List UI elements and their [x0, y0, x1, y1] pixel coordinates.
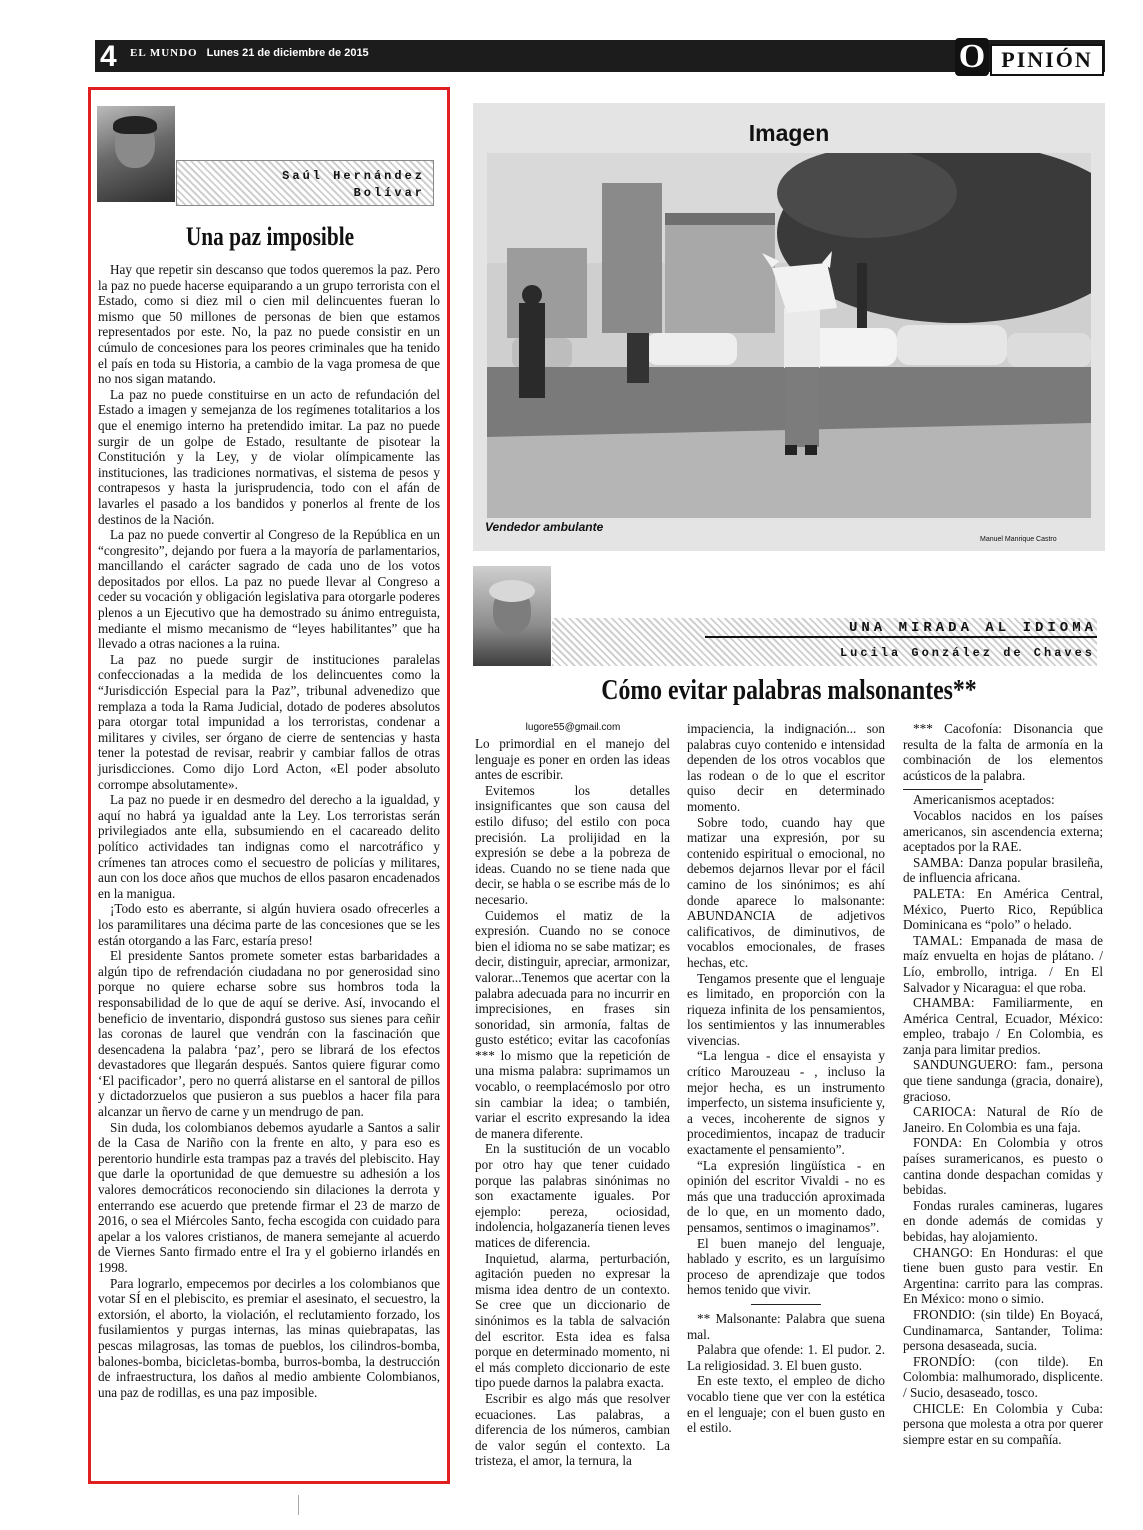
paragraph: “La expresión lingüística - en opinión del escritor Vivaldi - no es más que una traducción aproximada de lo que, en un momento dado, pensamos, sentimos o imaginamos”.	[687, 1157, 885, 1235]
section-initial: O	[955, 38, 989, 76]
glossary-entry: FONDA: En Colombia y otros países suramericanos, es puesto o cantina donde despachan comidas y bebidas.	[903, 1135, 1103, 1198]
article2-title: Cómo evitar palabras malsonantes**	[601, 674, 977, 706]
column-name: UNA MIRADA AL IDIOMA	[705, 620, 1097, 638]
paragraph: impaciencia, la indignación... son palabras cuyo contenido e intensidad dependen de los otros vocablos que las rodean o de lo que el escritor quiso decir en determinado momento.	[687, 721, 885, 814]
glossary-entry: TAMAL: Empanada de masa de maíz envuelta en hojas de plátano. / Lío, embrollo, intriga. / En El Salvador y Nicaragua: el que roba.	[903, 932, 1103, 995]
author-photo	[473, 566, 551, 666]
subheading: Americanismos aceptados:	[913, 792, 1055, 808]
footnote: ** Malsonante: Palabra que suena mal.	[687, 1310, 885, 1342]
header-info	[130, 47, 369, 59]
article1-body	[98, 262, 440, 1400]
article2-column-2	[687, 721, 885, 1436]
paragraph: Lo primordial en el manejo del lenguaje es poner en orden las ideas antes de escribir.	[475, 736, 670, 783]
glossary-entry: CHICLE: En Colombia y Cuba: persona que molesta a otra por querer siempre estar en su compañía.	[903, 1400, 1103, 1447]
article1-title: Una paz imposible	[185, 222, 355, 251]
paragraph: Hay que repetir sin descanso que todos queremos la paz. Pero la paz no puede hacerse equiparando a un grupo terrorista con el Estado, como si diez mil o cien mil delincuentes fueran lo mismo que 50 millones de personas de bien que estamos representados por este. No, la paz no puede consistir en un cúmulo de concesiones para los peores criminales que ha tenido el país en toda su Historia, a cambio de la vaga promesa de que no nos sigan matando.	[98, 262, 440, 387]
page-number: 4	[100, 40, 117, 73]
paragraph: Cuidemos el matiz de la expresión. Cuando no se conoce bien el idioma no se sabe matizar; es decir, distinguir, apreciar, armonizar, valorar...Tenemos que acertar con la palabra adecuada para no incurrir en imprecisiones, en frases sin sonoridad, sin armonía, faltas de gusto estético; evitar las cacofonías *** lo mismo que la repetición de una misma palabra: suprimamos un vocablo, o reemplacémoslo por otro sin cambiar la idea; o también, variar el escrito expresando la idea de manera diferente.	[475, 907, 670, 1141]
street-photo-illustration	[487, 153, 1091, 518]
paragraph: Inquietud, alarma, perturbación, agitación pueden no expresar la misma idea dentro de un contexto. Se cree que un diccionario de sinónimos es la tabla de salvación del escritor. Esta idea es falsa porque en determinado momento, ni el más completo diccionario de este tipo puede darnos la palabra exacta.	[475, 1250, 670, 1391]
article2-author: Lucila González de Chaves	[839, 646, 1095, 660]
glossary-entry: CARIOCA: Natural de Río de Janeiro. En Colombia es una faja.	[903, 1104, 1103, 1135]
street-photo	[487, 153, 1091, 518]
glossary-entry: SANDUNGUERO: fam., persona que tiene sandunga (gracia, donaire), gracioso.	[903, 1057, 1103, 1104]
paragraph: ¡Todo esto es aberrante, si algún huviera osado ofrecerles a los paramilitares una décima parte de las concesiones que se les están otorgando a las Farc, estaría preso!	[98, 901, 440, 948]
photo-section-title: Imagen	[748, 120, 830, 146]
photo-credit: Manuel Manrique Castro	[980, 536, 1057, 543]
paragraph: El buen manejo del lenguaje, hablado y escrito, es un larguísimo proceso de aprendizaje que todos hemos tenido que vivir.	[687, 1235, 885, 1298]
divider	[751, 1304, 821, 1305]
footnote: *** Cacofonía: Disonancia que resulta de la falta de armonía en la combinación de los elementos acústicos de la palabra.	[903, 721, 1103, 783]
paragraph: La paz no puede surgir de instituciones paralelas confeccionadas a la medida de los delincuentes como la “Jurisdicción Especial para la Paz”, tribunal advenedizo que remplaza a toda la Rama Judicial, dotado de poderes absolutos para otorgar total impunidad a los terroristas, condenar a militares y civiles, ser órgano de cierre de sentencias y hasta tener la potestad de revisar, reabrir y cambiar fallos de otras jurisdicciones. Como dijo Lord Acton, «El poder absoluto corrompe absolutamente».	[98, 651, 440, 792]
divider	[903, 789, 983, 790]
paragraph: Tengamos presente que el lenguaje es limitado, en proporción con la riqueza infinita de los pensamientos, los sentimientos y las innumerables vivencias.	[687, 970, 885, 1048]
paragraph: La paz no puede convertir al Congreso de la República en un “congresito”, dejando por fuera a la mayoría de parlamentarios, mancillando el carácter sagrado de cada uno de los votos depositados por ellos. La paz no puede llevar al Congreso a ceder su vocación y obligación legislativa para otorgarle poderes plenos a un Ejecutivo que ha demostrado su ánimo entreguista, mediante el mismo mecanismo de “leyes habilitantes” que ha llevado a otras naciones a la ruina.	[98, 527, 440, 652]
author-photo	[97, 106, 175, 202]
issue-date: Lunes 21 de diciembre de 2015	[206, 47, 369, 59]
paragraph: Sobre todo, cuando hay que matizar una expresión, por su contenido espiritual o emocional, no debemos dejarnos llevar por el fácil camino de los sinónimos; es ahí donde aparece lo malsonante: ABUNDANCIA de adjetivos calificativos, de diminutivos, de vocablos emocionales, de frases hechas, etc.	[687, 814, 885, 970]
glossary-entry: CHANGO: En Honduras: el que tiene buen gusto para vestir. En Argentina: carrito para las compras. En México: mono o simio.	[903, 1244, 1103, 1307]
author-email: lugore55@gmail.com	[525, 722, 621, 733]
glossary-entry: SAMBA: Danza popular brasileña, de influencia africana.	[903, 854, 1103, 886]
article2-column-3	[903, 721, 1103, 1447]
paragraph: Escribir es algo más que resolver ecuaciones. Las palabras, a diferencia de los números, cambian de valor según el contexto. La tristeza, el amor, la ternura, la	[475, 1390, 670, 1469]
paragraph: En la sustitución de un vocablo por otro hay que tener cuidado porque las palabras sinónimas no son exactamente iguales. Por ejemplo: pereza, ociosidad, indolencia, holgazanería tienen leves matices de diferencia.	[475, 1141, 670, 1250]
author-surname: Bolívar	[353, 186, 425, 200]
glossary-entry: FRONDIO: (sin tilde) En Boyacá, Cundinamarca, Santander, Tolima: persona desaseada, sucia.	[903, 1306, 1103, 1354]
glossary-entry: PALETA: En América Central, México, Puerto Rico, República Dominicana es “polo” o helado.	[903, 885, 1103, 933]
article1-author	[260, 168, 425, 202]
author-name: Saúl Hernández	[282, 169, 425, 183]
glossary-entry: FRONDÍO: (con tilde). En Colombia: malhumorado, displicente. / Sucio, desaseado, tosco.	[903, 1353, 1103, 1400]
paragraph: El presidente Santos promete someter estas barbaridades a algún tipo de refrendación ciudadana no por generosidad sino porque no quiere echarse sobre sus hombros toda la responsabilidad de lo que de aquí se derive. Así, invocando el beneficio de inventario, dispondrá gustoso sus sienes para ceñir las coronas de laurel que vendrán con la fascinación que desencadena la palabra ‘paz’, pero se librará de los efectos devastadores que llegarán después. Santos quiere figurar como ‘El pacificador’, pero no querrá alistarse en el santoral de pillos y dictadorzuelos que pusieron a sus pueblos a hacer fila para alcanzar un ñervo de carne y un mendrugo de pan.	[98, 948, 440, 1120]
paper-name: EL MUNDO	[130, 47, 198, 59]
photo-caption: Vendedor ambulante	[485, 520, 604, 534]
paragraph: “La lengua - dice el ensayista y crítico Marouzeau - , incluso la mejor hecha, es un instrumento imperfecto, un sistema insuficiente y, a veces, incoherente de signos y procedimientos, incapaz de traducir exactamente el pensamiento”.	[687, 1048, 885, 1158]
footnote: En este texto, el empleo de dicho vocablo tiene que ver con la estética en el lenguaje; con el buen gusto en el estilo.	[687, 1373, 885, 1436]
paragraph: Para lograrlo, empecemos por decirles a los colombianos que votar SÍ en el plebiscito, es premiar el asesinato, el secuestro, la extorsión, el aborto, la violación, el reclutamiento forzado, los fusilamientos y purgas internas, las minas quiebrapatas, las pescas milagrosas, las tomas de pueblos, los cilindros-bomba, balones-bomba, bicicletas-bomba, burros-bomba, la destrucción de infraestructura, los daños al medio ambiente Colombianos, una paz de rodillas, es una paz imposible.	[98, 1275, 440, 1400]
glossary-entry: Vocablos nacidos en los países americanos, sin ascendencia externa; aceptados por la RAE.	[903, 807, 1103, 855]
glossary-entry: CHAMBA: Familiarmente, en América Central, Ecuador, México: empleo, trabajo / En Colombia, es zanja para limitar predios.	[903, 995, 1103, 1057]
paragraph: La paz no puede ir en desmedro del derecho a la igualdad, y aquí no habrá ya igualdad ante la Ley. Los terroristas serán privilegiados ante ella, subsumiendo en el cacareado delito político actividades tan indignas como el narcotráfico y crímenes tan atroces como el secuestro de policías y militares, aun con los doce años que muchos de ellos pasaron encadenados en la manigua.	[98, 792, 440, 901]
article2-column-1	[475, 736, 670, 1469]
section-name: PINIÓN	[990, 44, 1104, 76]
footnote: Palabra que ofende: 1. El pudor. 2. La religiosidad. 3. El buen gusto.	[687, 1342, 885, 1373]
page-fold-mark	[298, 1495, 311, 1515]
paragraph: Evitemos los detalles insignificantes que son causa del estilo difuso; del estilo con poca precisión. La prolijidad en la expresión se debe a la pobreza de ideas. Cuando no se tiene nada que decir, se habla o se escribe más de lo necesario.	[475, 782, 670, 907]
paragraph: Sin duda, los colombianos debemos ayudarle a Santos a salir de la Casa de Nariño con la frente en alto, y para eso es perentorio hundirle esta trampas paz a través del plebiscito. Hay que darle la oportunidad de que demuestre su adhesión a los valores democráticos reconociendo sin dilaciones la derrota y enterrando ese acuerdo que pretende firmar el 23 de marzo de 2016, o sea el Miércoles Santo, fecha escogida con cuidado para apelar a los valores cristianos, de manera semejante al acuerdo de Viernes Santo firmado entre el Ira y el gobierno irlandés en 1998.	[98, 1119, 440, 1275]
glossary-entry: Fondas rurales camineras, lugares en donde además de comidas y bebidas, hay alojamiento.	[903, 1197, 1103, 1244]
paragraph: La paz no puede constituirse en un acto de refundación del Estado a imagen y semejanza de los regímenes totalitarios a los que el enemigo interno ha pretendido imitar. La paz no puede surgir de un golpe de Estado, resultante de pisotear la Constitución y la Ley, y de violar olímpicamente las instituciones, las tradiciones normativas, el sistema de pesos y contrapesos y hasta la jurisprudencia, todo con el afán de lavarles el pasado a los bandidos y ponerlos al frente de los destinos de la Nación.	[98, 386, 440, 527]
